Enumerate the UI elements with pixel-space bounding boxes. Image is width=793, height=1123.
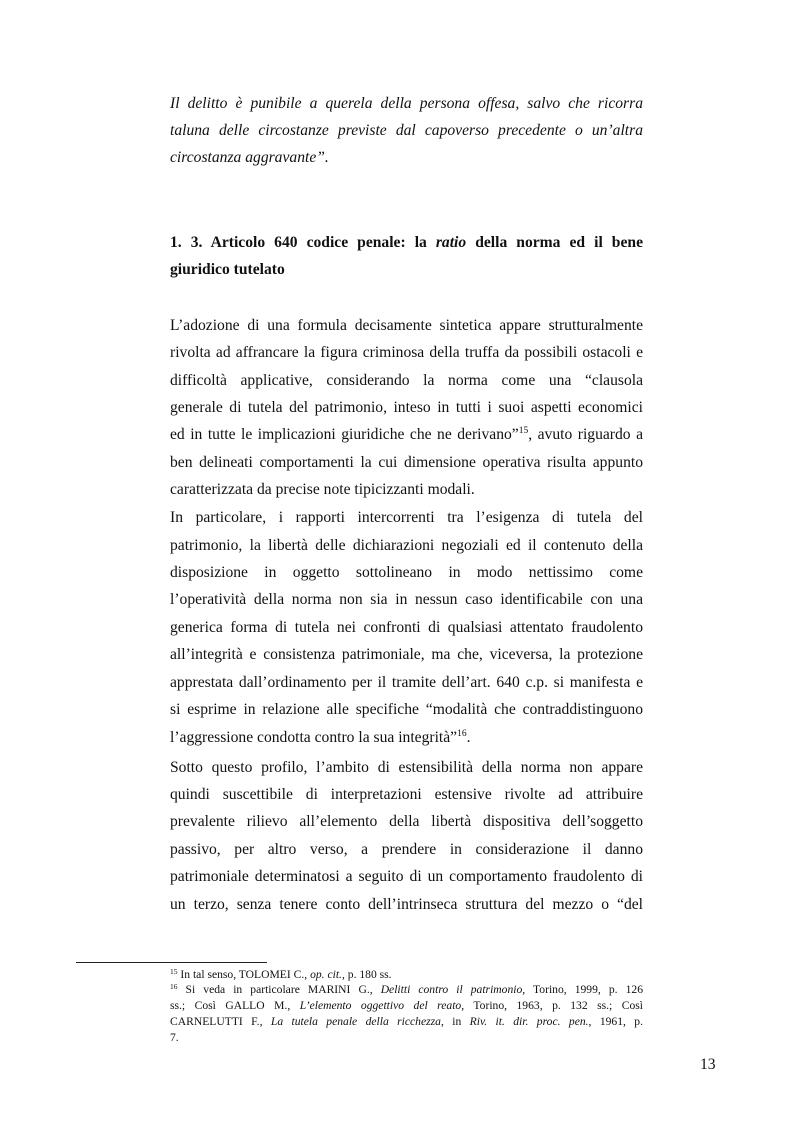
footnote-16-line-2 — [170, 999, 643, 1012]
footnote-16-l2c: , Torino, 1963, p. 132 ss.; Così — [461, 999, 643, 1012]
footnote-16-l1c: , Torino, 1999, p. 126 — [522, 983, 643, 996]
footnote-15-number: 15 — [170, 967, 178, 976]
p2-line-8: si esprime in relazione alle specifiche “modalità che contraddistinguono — [170, 701, 643, 718]
p2-line-2: patrimonio, la libertà delle dichiarazioni negoziali ed il contenuto della — [170, 537, 643, 554]
p1-line-2: rivolta ad affrancare la figura criminosa della truffa da possibili ostacoli e — [170, 344, 643, 361]
heading-part-1: 1. 3. Articolo 640 codice penale: la — [170, 234, 436, 251]
footnote-16-l1a: Si veda in particolare MARINI G., — [177, 983, 381, 996]
footnote-15-text-c: , p. 180 ss. — [341, 968, 392, 981]
footnote-separator — [76, 962, 267, 963]
p3-line-3: prevalente rilievo all’elemento della libertà dispositiva dell’soggetto — [170, 813, 643, 830]
p2-line-1: In particolare, i rapporti intercorrenti tra l’esigenza di tutela del — [170, 509, 643, 526]
p1-line-5 — [170, 426, 643, 444]
p2-line-6: all’integrità e consistenza patrimoniale, ma che, viceversa, la protezione — [170, 646, 643, 663]
quote-line-2: taluna delle circostanze previste dal capoverso precedente o un’altra — [170, 122, 643, 139]
footnote-16-l2a: ss.; Così GALLO M., — [170, 999, 300, 1012]
footnote-16-l3e: , 1961, p. — [588, 1015, 644, 1028]
footnote-16-l3d: Riv. it. dir. proc. pen. — [469, 1015, 589, 1028]
footnote-15-text-a: In tal senso, TOLOMEI C., — [177, 968, 311, 981]
p1-line-5a: ed in tutte le implicazioni giuridiche che ne derivano” — [170, 426, 519, 443]
footnote-16-line-3 — [170, 1015, 643, 1028]
p1-line-7: caratterizzata da precise note tipicizzanti modali. — [170, 481, 475, 498]
p2-line-4: l’operatività della norma non sia in nessun caso identificabile con una — [170, 591, 643, 608]
p2-line-5: generica forma di tutela nei confronti di qualsiasi attentato fraudolento — [170, 619, 643, 636]
footnote-16-l3a: CARNELUTTI F., — [170, 1015, 271, 1028]
page-number: 13 — [700, 1056, 716, 1073]
footnote-16-l3b: La tutela penale della ricchezza — [270, 1015, 441, 1028]
p3-line-1: Sotto questo profilo, l’ambito di estensibilità della norma non appare — [170, 759, 643, 776]
section-heading-line-2: giuridico tutelato — [170, 261, 285, 278]
p2-line-3: disposizione in oggetto sottolineano in modo nettissimo come — [170, 564, 643, 581]
footnote-16-line-1 — [170, 983, 643, 996]
quote-line-3: circostanza aggravante”. — [170, 149, 329, 166]
p2-line-7: apprestata dall’ordinamento per il tramite dell’art. 640 c.p. si manifesta e — [170, 674, 643, 691]
p3-line-2: quindi suscettibile di interpretazioni estensive rivolte ad attribuire — [170, 786, 643, 803]
heading-part-3: della norma ed il bene — [466, 234, 643, 251]
p3-line-4: passivo, per altro verso, a prendere in considerazione il danno — [170, 841, 643, 858]
p1-line-3: difficoltà applicative, considerando la norma come una “clausola — [170, 372, 643, 389]
p1-line-4: generale di tutela del patrimonio, inteso in tutti i suoi aspetti economici — [170, 399, 643, 416]
p1-line-5b: , avuto riguardo a — [528, 426, 643, 443]
section-heading — [170, 234, 643, 252]
footnote-16-line-4: 7. — [170, 1031, 179, 1044]
p2-line-9 — [170, 729, 643, 747]
footnote-16-l1b: Delitti contro il patrimonio — [380, 983, 523, 996]
footnote-16-number: 16 — [170, 982, 178, 991]
p2-line-9a: l’aggressione condotta contro la sua integrità” — [170, 729, 458, 746]
footnote-ref-15: 15 — [518, 426, 529, 436]
p3-line-6: un terzo, senza tenere conto dell’intrinseca struttura del mezzo o “del — [170, 896, 643, 913]
p2-line-9b: . — [466, 729, 471, 746]
footnote-16-l3c: , in — [440, 1015, 470, 1028]
footnote-15-text-b: op. cit. — [310, 968, 342, 981]
p3-line-5: patrimoniale determinatosi a seguito di un comportamento fraudolento di — [170, 868, 643, 885]
footnote-16-l2b: L’elemento oggettivo del reato — [299, 999, 462, 1012]
heading-ratio: ratio — [435, 234, 467, 251]
footnote-15 — [170, 968, 643, 981]
p1-line-6: ben delineati comportamenti la cui dimensione operativa risulta appunto — [170, 454, 643, 471]
p1-line-1: L’adozione di una formula decisamente sintetica appare strutturalmente — [170, 317, 643, 334]
quote-line-1: Il delitto è punibile a querela della persona offesa, salvo che ricorra — [170, 95, 643, 112]
footnote-ref-16: 16 — [457, 729, 467, 739]
